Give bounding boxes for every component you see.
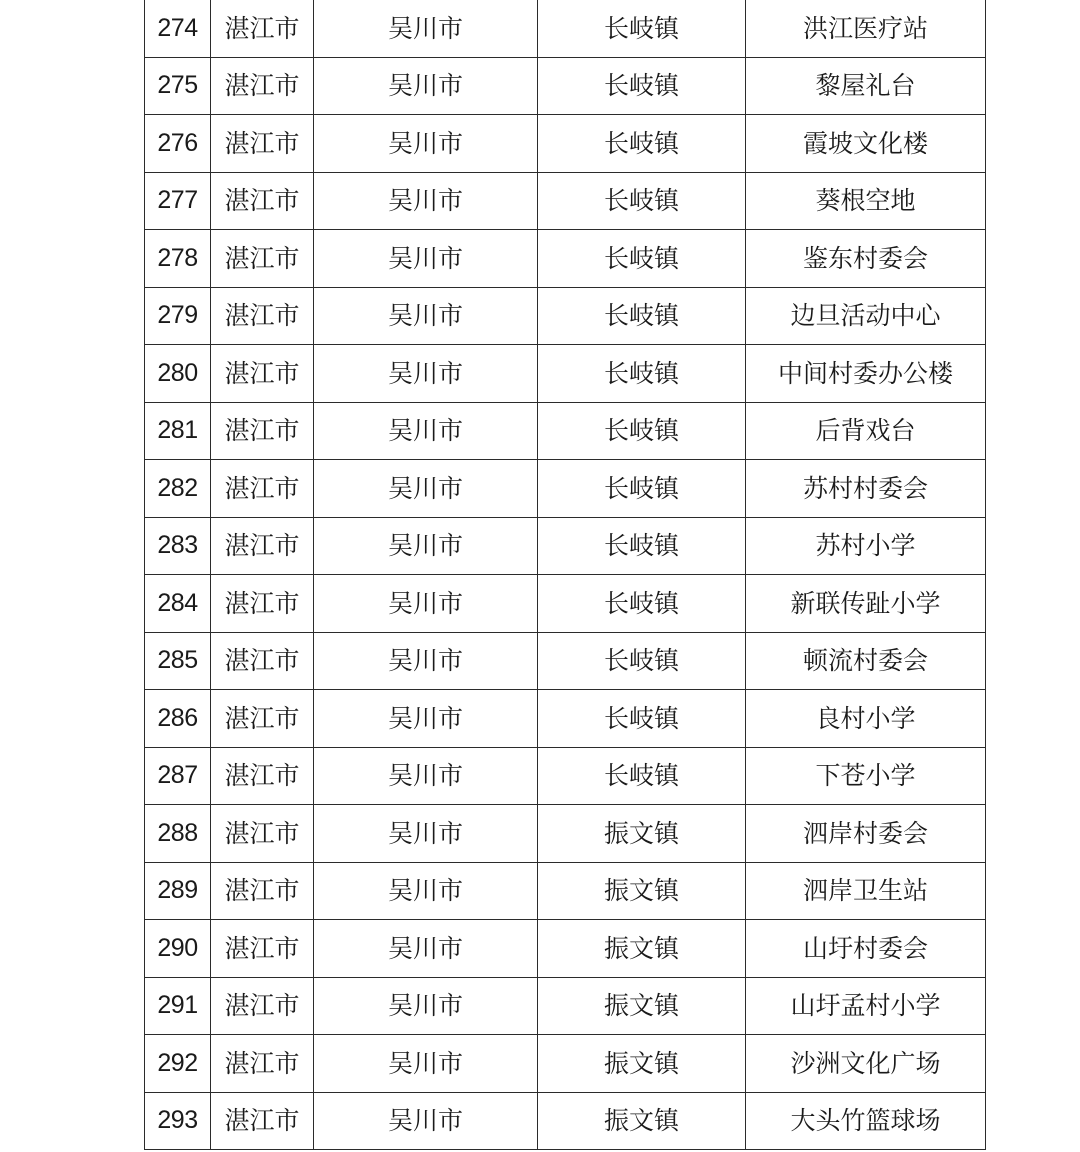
table-row (145, 575, 986, 633)
town-cell: 振文镇 (538, 920, 746, 978)
city-cell: 湛江市 (211, 517, 314, 575)
table-row (145, 460, 986, 518)
town-cell: 长岐镇 (538, 517, 746, 575)
table-row (145, 57, 986, 115)
serial-number-cell: 275 (145, 57, 211, 115)
serial-number-cell: 285 (145, 632, 211, 690)
city-cell: 湛江市 (211, 57, 314, 115)
town-cell: 长岐镇 (538, 115, 746, 173)
county-cell: 吴川市 (314, 575, 538, 633)
site-table (144, 0, 986, 1150)
site-name-cell: 山圩村委会 (746, 920, 986, 978)
county-cell: 吴川市 (314, 517, 538, 575)
site-name-cell: 沙洲文化广场 (746, 1035, 986, 1093)
city-cell: 湛江市 (211, 345, 314, 403)
serial-number-cell: 293 (145, 1092, 211, 1150)
serial-number-cell: 287 (145, 747, 211, 805)
county-cell: 吴川市 (314, 1035, 538, 1093)
town-cell: 长岐镇 (538, 57, 746, 115)
city-cell: 湛江市 (211, 920, 314, 978)
city-cell: 湛江市 (211, 862, 314, 920)
town-cell: 长岐镇 (538, 632, 746, 690)
table-row (145, 0, 986, 57)
table-row (145, 172, 986, 230)
table-row (145, 690, 986, 748)
site-name-cell: 泗岸村委会 (746, 805, 986, 863)
table-row (145, 977, 986, 1035)
site-name-cell: 大头竹篮球场 (746, 1092, 986, 1150)
serial-number-cell: 280 (145, 345, 211, 403)
town-cell: 长岐镇 (538, 460, 746, 518)
table-row (145, 632, 986, 690)
town-cell: 长岐镇 (538, 690, 746, 748)
site-name-cell: 顿流村委会 (746, 632, 986, 690)
site-name-cell: 新联传趾小学 (746, 575, 986, 633)
table-row (145, 920, 986, 978)
city-cell: 湛江市 (211, 632, 314, 690)
city-cell: 湛江市 (211, 690, 314, 748)
county-cell: 吴川市 (314, 977, 538, 1035)
site-name-cell: 良村小学 (746, 690, 986, 748)
town-cell: 振文镇 (538, 977, 746, 1035)
serial-number-cell: 279 (145, 287, 211, 345)
city-cell: 湛江市 (211, 0, 314, 57)
table-row (145, 747, 986, 805)
site-name-cell: 下苍小学 (746, 747, 986, 805)
serial-number-cell: 281 (145, 402, 211, 460)
table-row (145, 517, 986, 575)
town-cell: 长岐镇 (538, 230, 746, 288)
serial-number-cell: 276 (145, 115, 211, 173)
serial-number-cell: 283 (145, 517, 211, 575)
county-cell: 吴川市 (314, 460, 538, 518)
town-cell: 长岐镇 (538, 575, 746, 633)
county-cell: 吴川市 (314, 920, 538, 978)
city-cell: 湛江市 (211, 460, 314, 518)
site-name-cell: 边旦活动中心 (746, 287, 986, 345)
county-cell: 吴川市 (314, 805, 538, 863)
site-name-cell: 后背戏台 (746, 402, 986, 460)
table-body (145, 0, 986, 1150)
site-name-cell: 鉴东村委会 (746, 230, 986, 288)
town-cell: 长岐镇 (538, 0, 746, 57)
county-cell: 吴川市 (314, 862, 538, 920)
county-cell: 吴川市 (314, 115, 538, 173)
county-cell: 吴川市 (314, 402, 538, 460)
town-cell: 长岐镇 (538, 172, 746, 230)
site-name-cell: 洪江医疗站 (746, 0, 986, 57)
county-cell: 吴川市 (314, 230, 538, 288)
site-name-cell: 葵根空地 (746, 172, 986, 230)
county-cell: 吴川市 (314, 57, 538, 115)
county-cell: 吴川市 (314, 287, 538, 345)
document-page (144, 0, 986, 1150)
county-cell: 吴川市 (314, 345, 538, 403)
town-cell: 长岐镇 (538, 747, 746, 805)
city-cell: 湛江市 (211, 172, 314, 230)
county-cell: 吴川市 (314, 1092, 538, 1150)
table-row (145, 805, 986, 863)
city-cell: 湛江市 (211, 575, 314, 633)
serial-number-cell: 282 (145, 460, 211, 518)
site-name-cell: 泗岸卫生站 (746, 862, 986, 920)
table-row (145, 345, 986, 403)
serial-number-cell: 274 (145, 0, 211, 57)
serial-number-cell: 289 (145, 862, 211, 920)
town-cell: 长岐镇 (538, 287, 746, 345)
serial-number-cell: 291 (145, 977, 211, 1035)
serial-number-cell: 277 (145, 172, 211, 230)
site-name-cell: 黎屋礼台 (746, 57, 986, 115)
table-row (145, 1035, 986, 1093)
serial-number-cell: 278 (145, 230, 211, 288)
table-row (145, 1092, 986, 1150)
city-cell: 湛江市 (211, 402, 314, 460)
table-row (145, 287, 986, 345)
table-row (145, 230, 986, 288)
city-cell: 湛江市 (211, 805, 314, 863)
county-cell: 吴川市 (314, 747, 538, 805)
county-cell: 吴川市 (314, 690, 538, 748)
table-row (145, 862, 986, 920)
city-cell: 湛江市 (211, 115, 314, 173)
serial-number-cell: 290 (145, 920, 211, 978)
serial-number-cell: 284 (145, 575, 211, 633)
city-cell: 湛江市 (211, 230, 314, 288)
serial-number-cell: 286 (145, 690, 211, 748)
table-row (145, 402, 986, 460)
table-row (145, 115, 986, 173)
serial-number-cell: 292 (145, 1035, 211, 1093)
site-name-cell: 苏村小学 (746, 517, 986, 575)
city-cell: 湛江市 (211, 747, 314, 805)
site-name-cell: 霞坡文化楼 (746, 115, 986, 173)
town-cell: 振文镇 (538, 1035, 746, 1093)
serial-number-cell: 288 (145, 805, 211, 863)
county-cell: 吴川市 (314, 632, 538, 690)
site-name-cell: 中间村委办公楼 (746, 345, 986, 403)
town-cell: 振文镇 (538, 1092, 746, 1150)
site-name-cell: 山圩孟村小学 (746, 977, 986, 1035)
town-cell: 振文镇 (538, 862, 746, 920)
county-cell: 吴川市 (314, 172, 538, 230)
city-cell: 湛江市 (211, 977, 314, 1035)
site-name-cell: 苏村村委会 (746, 460, 986, 518)
city-cell: 湛江市 (211, 1092, 314, 1150)
county-cell: 吴川市 (314, 0, 538, 57)
town-cell: 振文镇 (538, 805, 746, 863)
city-cell: 湛江市 (211, 1035, 314, 1093)
city-cell: 湛江市 (211, 287, 314, 345)
town-cell: 长岐镇 (538, 402, 746, 460)
town-cell: 长岐镇 (538, 345, 746, 403)
